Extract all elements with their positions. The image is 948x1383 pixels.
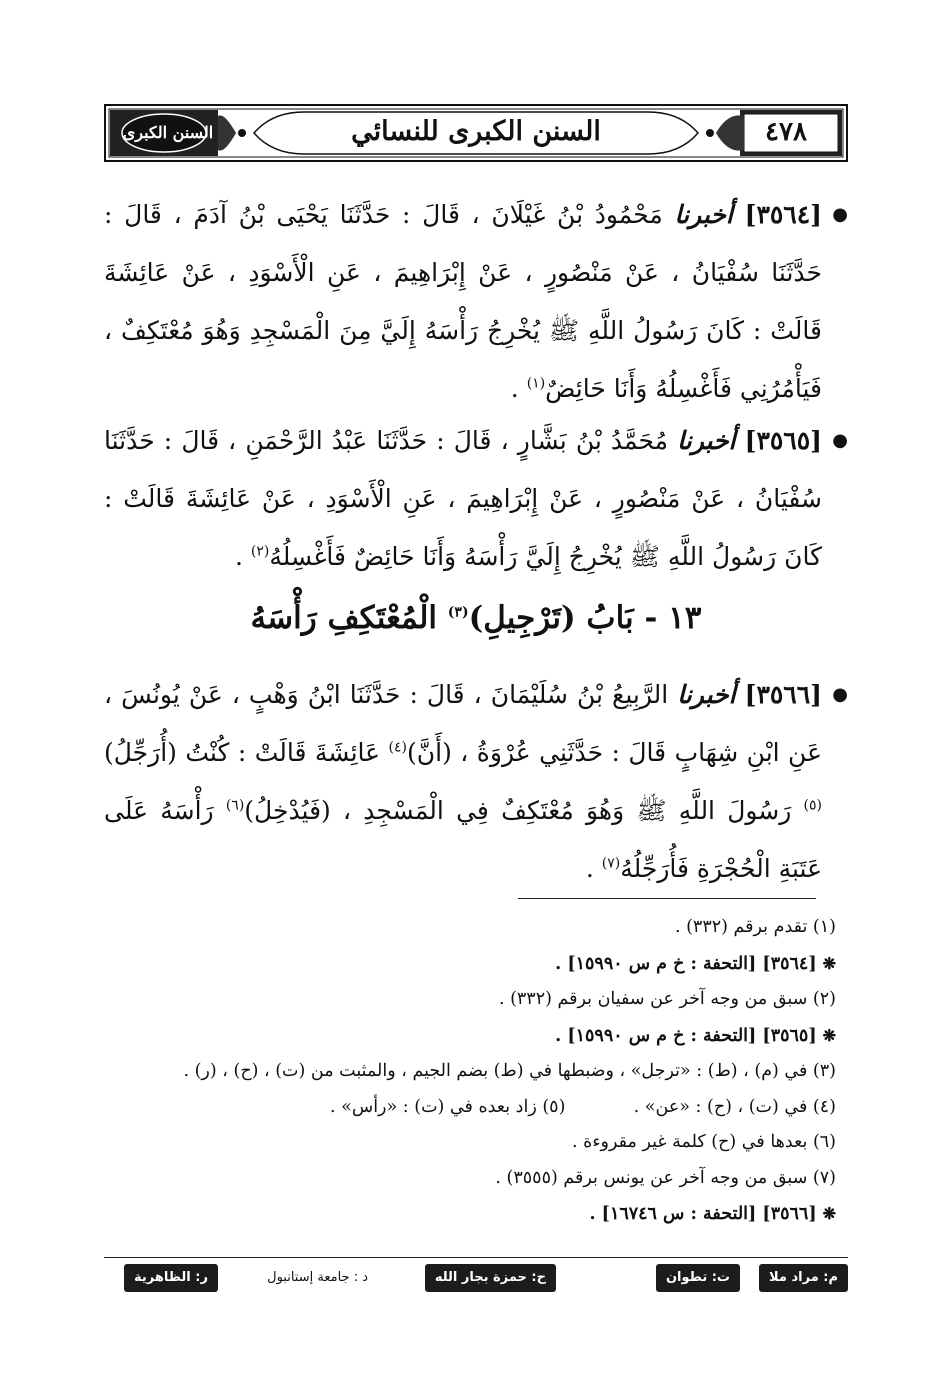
hadith-paragraph — [104, 412, 848, 586]
footnote-ref: (٢) — [250, 543, 270, 560]
footnote: (٣) في (م) ، (ط) : «ترجل» ، وضبطها في (ط) بضم الجيم ، والمثبت من (ت) ، (ح) ، (ر) . — [183, 1061, 836, 1081]
chapter-heading — [104, 600, 848, 636]
footnote: (٢) سبق من وجه آخر عن سفيان برقم (٣٣٢) . — [498, 989, 836, 1009]
hadith-text: سُفْيَانُ ، عَنْ مَنْصُورٍ ، عَنْ إِبْرَاهِيمَ ، عَنِ الْأَسْوَدِ ، عَنْ عَائِشَةَ قَالَتْ : كَانَ — [104, 484, 822, 571]
hadith-end: . — [234, 542, 251, 571]
bullet-icon: ● — [832, 430, 848, 451]
footnote: (٧) سبق من وجه آخر عن يونس برقم (٣٥٥٥) . — [495, 1167, 836, 1188]
manuscript-key — [104, 1264, 848, 1294]
manuscript-badge-r: ر: الظاهرية — [124, 1264, 218, 1292]
manuscript-badge-m: م: مراد ملا — [759, 1264, 848, 1292]
footnote: (٦) بعدها في (ح) كلمة غير مقروءة . — [572, 1132, 836, 1152]
footnote: (٤) في (ت) ، (ح) : «عن» . — [633, 1096, 836, 1117]
tuhfa-reference: ❋[٣٥٦٦] [التحفة : س ١٦٧٤٦] . — [589, 1204, 836, 1224]
star-icon: ❋ — [822, 1025, 836, 1045]
footnote-ref: (٦) — [225, 797, 245, 814]
hadith-text: وَأَنَا حَائِضٌ — [545, 374, 648, 403]
manuscript-badge-t: ت: تطوان — [656, 1264, 740, 1292]
footnote-ref: (٥) — [803, 797, 822, 814]
hadith-paragraph — [104, 666, 848, 898]
akhbarana: أخبرنا — [677, 426, 736, 455]
footer-divider — [104, 1257, 848, 1258]
star-icon: ❋ — [822, 1204, 836, 1223]
akhbarana: أخبرنا — [677, 680, 736, 709]
hadith-paragraph — [104, 186, 848, 418]
footnote-divider — [518, 898, 816, 899]
footnote-pair — [120, 1090, 836, 1126]
hadith-3564 — [104, 186, 848, 418]
page-number: ٤٧٨ — [765, 117, 807, 147]
hadith-text: سُفْيَانُ ، عَنْ مَنْصُورٍ ، عَنْ إِبْرَاهِيمَ ، عَنِ الْأَسْوَدِ ، عَنْ عَائِشَةَ قَالَتْ : كَانَ — [104, 258, 822, 345]
hadith-text: مَحْمُودُ بْنُ غَيْلَانَ ، قَالَ : حَدَّثَنَا يَحْيَى بْنُ آدَمَ ، قَالَ : حَدَّثَنَا — [104, 200, 822, 287]
book-title: السنن الكبرى للنسائي — [351, 116, 601, 147]
hadith-text: مُحَمَّدُ بْنُ بَشَّارٍ ، قَالَ : حَدَّثَنَا عَبْدُ الرَّحْمَنِ ، قَالَ : حَدَّثَنَا — [104, 426, 669, 455]
manuscript-label-d: د : جامعة إستانبول — [267, 1270, 368, 1285]
footnote-ref: (٧) — [601, 855, 621, 872]
hadith-text: رَأْسَهُ عَلَى عَتَبَةِ الْحُجْرَةِ فَأُرَجِّلُهُ — [104, 796, 822, 883]
akhbarana: أخبرنا — [674, 200, 733, 229]
page-header — [104, 104, 848, 162]
chapter-title-end: الْمُعْتَكِفِ رَأْسَهُ — [250, 600, 448, 636]
hadith-text: عَائِشَةَ قَالَتْ : كُنْتُ (أُرَجِّلُ) — [104, 738, 389, 767]
hadith-end: . — [585, 854, 602, 883]
hadith-3566 — [104, 666, 848, 898]
footnotes — [120, 910, 836, 1233]
chapter-title: ١٣ - بَابُ (تَرْجِيلِ) — [468, 600, 702, 636]
footnote: (١) تقدم برقم (٣٣٢) . — [674, 917, 836, 937]
manuscript-badge-h: ح: حمزة بجار الله — [425, 1264, 556, 1292]
footnote-ref: (١) — [526, 375, 546, 392]
star-icon: ❋ — [822, 953, 836, 973]
footnote-ref: (٤) — [388, 739, 408, 756]
footnote: (٥) زاد بعده في (ت) : «رأس» . — [330, 1096, 566, 1117]
hadith-number: [٣٥٦٤] — [744, 200, 822, 229]
bullet-icon: ● — [832, 204, 848, 225]
tuhfa-reference: ❋[٣٥٦٥] [التحفة : خ م س ١٥٩٩٠] . — [555, 1025, 836, 1046]
hadith-end: . — [510, 374, 527, 403]
tuhfa-reference: ❋[٣٥٦٤] [التحفة : خ م س ١٥٩٩٠] . — [555, 953, 836, 974]
hadith-text: رَسُولَ اللَّهِ ﷺ وَهُوَ مُعْتَكِفٌ فِي الْمَسْجِدِ ، (فَيُدْخِلُ) — [244, 796, 804, 825]
hadith-number: [٣٥٦٥] — [744, 426, 822, 455]
hadith-text: رَسُولُ اللَّهِ ﷺ يُخْرِجُ رَأْسَهُ إِلَيَّ مِنَ الْمَسْجِدِ وَهُوَ مُعْتَكِفٌ ، فَيَأْمُرُنِي فَأَغْسِلُهُ — [104, 316, 822, 403]
footnote-ref: (٣) — [447, 604, 469, 621]
header-seal: السنن الكبرى — [122, 123, 214, 142]
hadith-number: [٣٥٦٦] — [744, 680, 823, 709]
hadith-3565 — [104, 412, 848, 586]
hadith-text: رَسُولُ اللَّهِ ﷺ يُخْرِجُ إِلَيَّ رَأْسَهُ وَأَنَا حَائِضٌ فَأَغْسِلُهُ — [269, 542, 777, 571]
hadith-text: الرَّبِيعُ بْنُ سُلَيْمَانَ ، قَالَ : حَدَّثَنَا ابْنُ وَهْبٍ ، عَنْ يُونُسَ ، عَنِ ابْنِ شِهَابٍ قَالَ : حَدَّثَنِي عُرْوَةُ ، (أَنَّ) — [104, 680, 822, 767]
bullet-icon: ● — [832, 684, 848, 705]
